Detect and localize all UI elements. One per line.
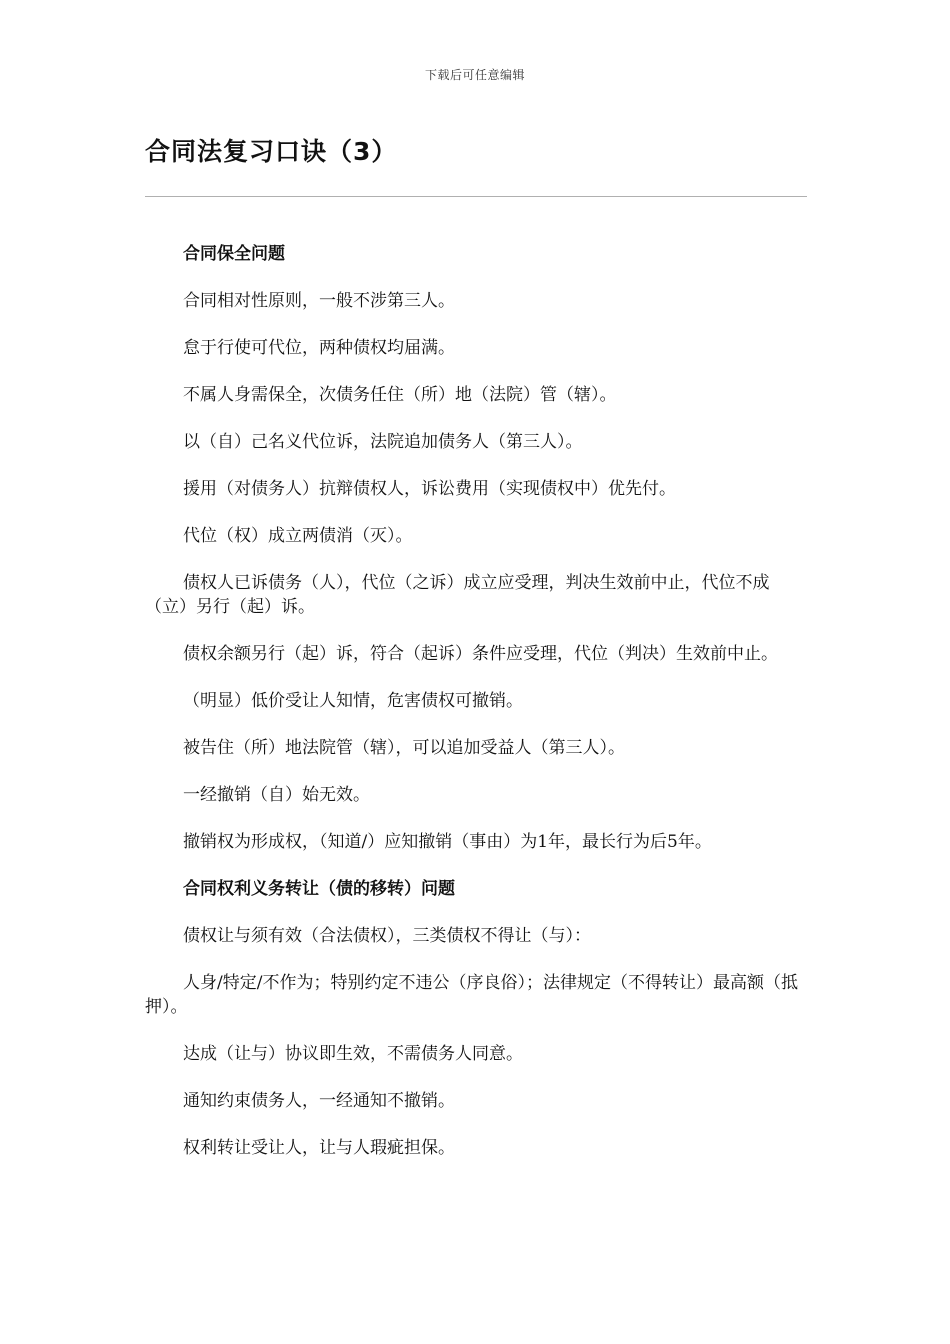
document-title: 合同法复习口诀（3）	[145, 137, 398, 166]
paragraph: 一经撤销（自）始无效。	[183, 785, 370, 805]
paragraph: 债权余额另行（起）诉，符合（起诉）条件应受理，代位（判决）生效前中止。	[183, 644, 778, 664]
paragraph: 援用（对债务人）抗辩债权人，诉讼费用（实现债权中）优先付。	[183, 479, 676, 499]
paragraph: 不属人身需保全，次债务任住（所）地（法院）管（辖）。	[183, 385, 617, 405]
paragraph: 撤销权为形成权，（知道/）应知撤销（事由）为1年，最长行为后5年。	[183, 832, 712, 852]
paragraph: 债权人已诉债务（人），代位（之诉）成立应受理，判决生效前中止，代位不成（立）另行（起）诉。	[145, 573, 770, 617]
paragraph: 达成（让与）协议即生效，不需债务人同意。	[183, 1044, 523, 1064]
paragraph: 怠于行使可代位，两种债权均届满。	[183, 338, 455, 358]
document-body	[145, 242, 807, 1183]
paragraph: 以（自）己名义代位诉，法院追加债务人（第三人）。	[183, 432, 583, 452]
paragraph: 代位（权）成立两债消（灭）。	[183, 526, 413, 546]
paragraph: 权利转让受让人，让与人瑕疵担保。	[183, 1138, 455, 1158]
page-header-note: 下载后可任意编辑	[424, 68, 525, 82]
paragraph: （明显）低价受让人知情，危害债权可撤销。	[183, 691, 523, 711]
paragraph: 人身/特定/不作为；特别约定不违公（序良俗）；法律规定（不得转让）最高额（抵押）。	[145, 973, 798, 1017]
title-divider	[145, 196, 807, 197]
paragraph: 债权让与须有效（合法债权），三类债权不得让（与）：	[183, 926, 591, 946]
section-heading-contract-preservation: 合同保全问题	[183, 244, 285, 264]
paragraph: 被告住（所）地法院管（辖），可以追加受益人（第三人）。	[183, 738, 625, 758]
paragraph: 合同相对性原则，一般不涉第三人。	[183, 291, 455, 311]
paragraph: 通知约束债务人，一经通知不撤销。	[183, 1091, 455, 1111]
section-heading-contract-transfer: 合同权利义务转让（债的移转）问题	[183, 879, 455, 899]
